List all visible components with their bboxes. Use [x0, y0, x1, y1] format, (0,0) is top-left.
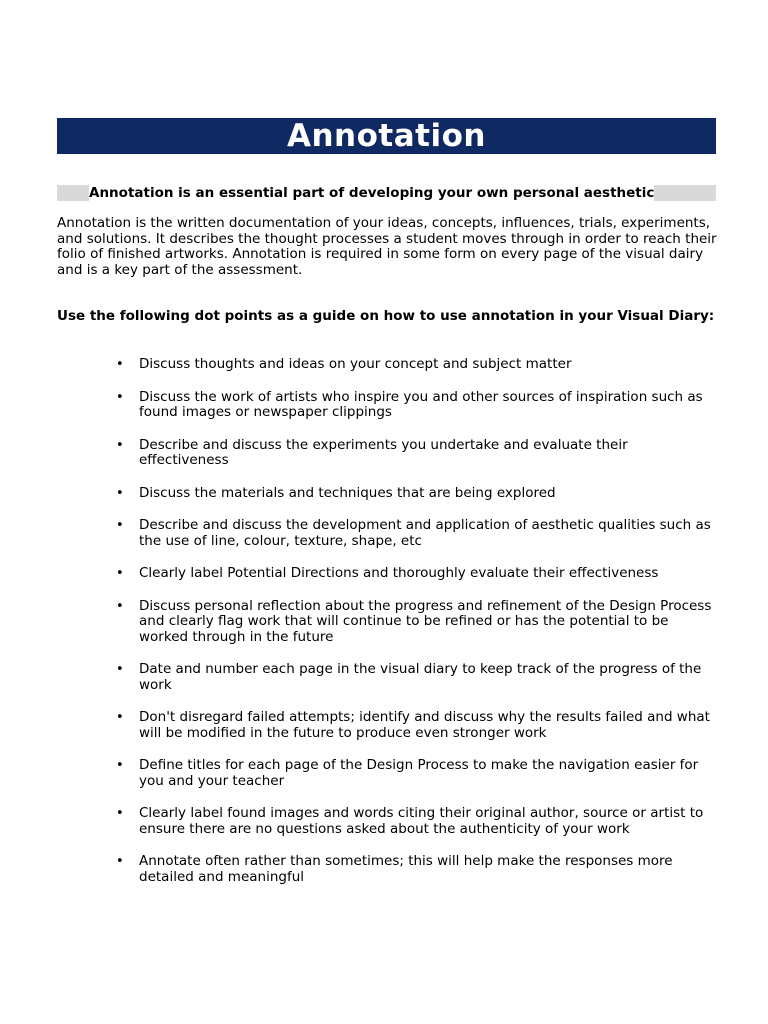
bullet-icon: •: [116, 854, 124, 869]
bullet-icon: •: [116, 710, 124, 725]
bullet-icon: •: [116, 485, 124, 501]
intro-paragraph: Annotation is the written documentation of your ideas, concepts, influences, trials, experiments, and solutions. It describes the thought processes a student moves through in order to reach their folio of finished artworks. Annotation is required in some form on every page of the visual dairy and is a key part of the assessment.: [57, 215, 717, 278]
list-item: [0, 438, 719, 469]
list-item-text: Describe and discuss the experiments you undertake and evaluate their effectiveness: [139, 436, 628, 468]
list-item: [0, 390, 719, 421]
guideline-list: [0, 357, 768, 902]
list-item: [0, 806, 719, 837]
list-item: [0, 599, 719, 646]
list-item-text: Discuss personal reflection about the progress and refinement of the Design Process and clearly flag work that will continue to be refined or has the potential to be worked through in the future: [139, 597, 712, 645]
list-item-text: Define titles for each page of the Design Process to make the navigation easier for you and your teacher: [139, 757, 699, 789]
list-item-text: Clearly label found images and words citing their original author, source or artist to ensure there are no questions asked about the authenticity of your work: [139, 805, 704, 837]
subtitle-highlight-left: [57, 185, 89, 201]
list-item-text: Describe and discuss the development and application of aesthetic qualities such as the use of line, colour, texture, shape, etc: [139, 517, 711, 549]
guide-heading: Use the following dot points as a guide on how to use annotation in your Visual Diary:: [57, 308, 715, 324]
list-item-text: Discuss the materials and techniques that are being explored: [139, 484, 556, 501]
list-item: [0, 357, 719, 373]
subtitle-row: [57, 185, 716, 201]
list-item: [0, 662, 719, 693]
subtitle-highlight-right: [654, 185, 716, 201]
subtitle: Annotation is an essential part of developing your own personal aesthetic: [89, 185, 655, 201]
bullet-icon: •: [116, 518, 124, 533]
list-item: [0, 566, 719, 582]
title-banner: [57, 118, 716, 154]
list-item: [0, 710, 719, 741]
list-item-text: Discuss thoughts and ideas on your concept and subject matter: [139, 356, 572, 372]
bullet-icon: •: [116, 598, 124, 614]
bullet-icon: •: [116, 437, 124, 453]
bullet-icon: •: [116, 662, 124, 677]
list-item-text: Don't disregard failed attempts; identify and discuss why the results failed and what will be modified in the future to produce even stronger work: [139, 709, 710, 741]
bullet-icon: •: [116, 566, 124, 581]
list-item: [0, 854, 719, 885]
list-item-text: Annotate often rather than sometimes; this will help make the responses more detailed and meaningful: [139, 853, 673, 885]
list-item-text: Clearly label Potential Directions and thoroughly evaluate their effectiveness: [139, 565, 659, 581]
list-item-text: Discuss the work of artists who inspire you and other sources of inspiration such as found images or newspaper clippings: [139, 388, 703, 420]
list-item: [0, 758, 719, 789]
list-item: [0, 486, 719, 502]
bullet-icon: •: [116, 758, 124, 773]
bullet-icon: •: [116, 357, 124, 372]
bullet-icon: •: [116, 389, 124, 405]
list-item-text: Date and number each page in the visual diary to keep track of the progress of the work: [139, 661, 702, 693]
list-item: [0, 518, 719, 549]
bullet-icon: •: [116, 806, 124, 821]
page-title: Annotation: [287, 118, 486, 154]
